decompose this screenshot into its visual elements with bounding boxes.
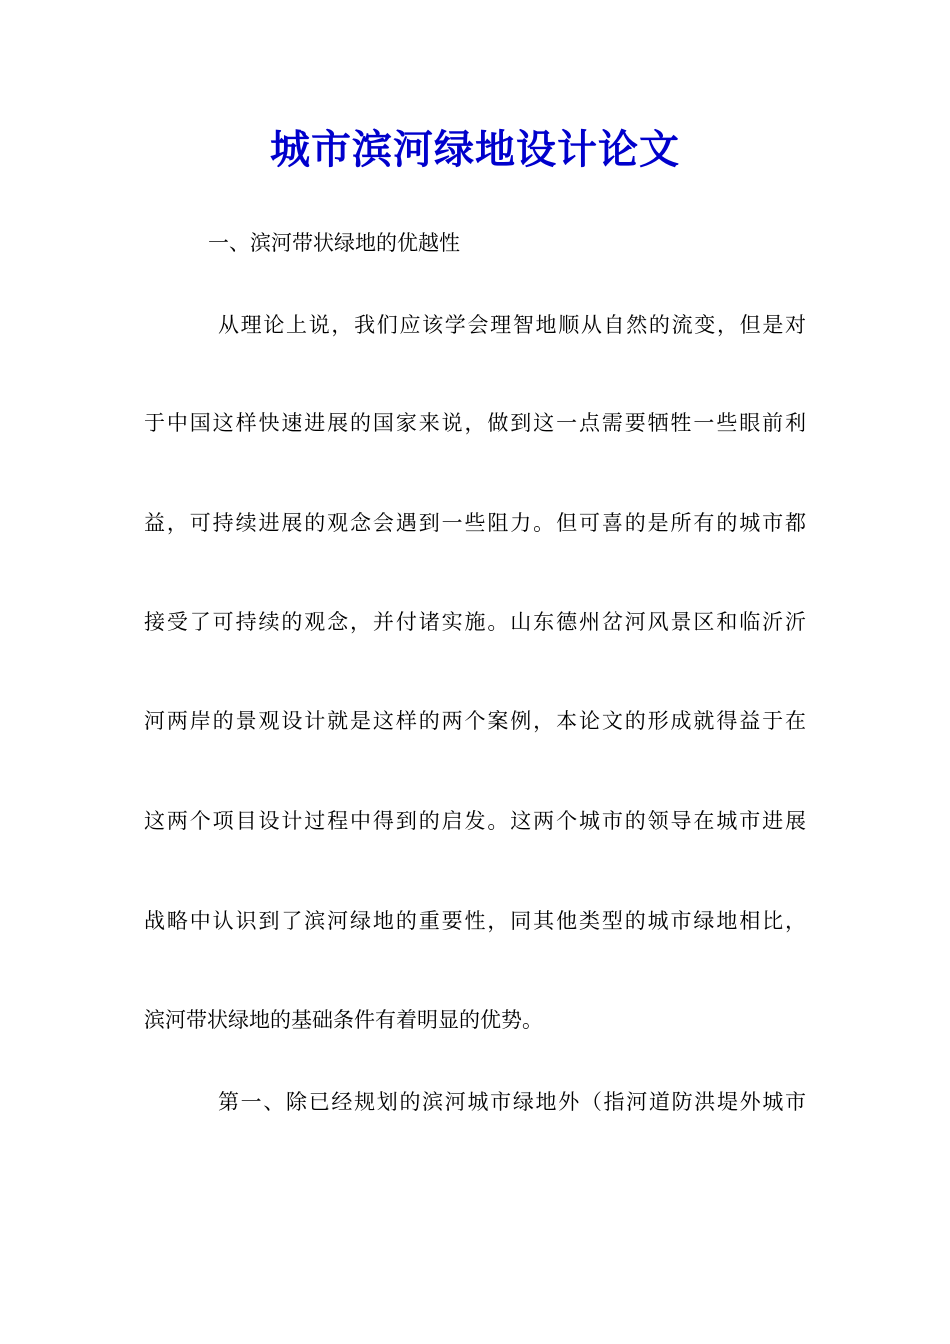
paragraph-line: 河两岸的景观设计就是这样的两个案例，本论文的形成就得益于在 <box>144 709 806 733</box>
paragraph-line: 于中国这样快速进展的国家来说，做到这一点需要牺牲一些眼前利 <box>144 411 806 435</box>
paragraph-line: 战略中认识到了滨河绿地的重要性，同其他类型的城市绿地相比， <box>144 909 806 933</box>
paragraph-line: 这两个项目设计过程中得到的启发。这两个城市的领导在城市进展 <box>144 809 806 833</box>
paragraph-line: 接受了可持续的观念，并付诸实施。山东德州岔河风景区和临沂沂 <box>144 610 806 634</box>
paragraph-line: 第一、除已经规划的滨河城市绿地外（指河道防洪堤外城市 <box>218 1090 806 1114</box>
paragraph-line: 益，可持续进展的观念会遇到一些阻力。但可喜的是所有的城市都 <box>144 511 806 535</box>
paragraph-line: 滨河带状绿地的基础条件有着明显的优势。 <box>144 1008 543 1032</box>
paragraph-line: 从理论上说，我们应该学会理智地顺从自然的流变，但是对 <box>218 313 806 337</box>
section-heading: 一、滨河带状绿地的优越性 <box>208 231 460 255</box>
document-title: 城市滨河绿地设计论文 <box>270 126 680 173</box>
